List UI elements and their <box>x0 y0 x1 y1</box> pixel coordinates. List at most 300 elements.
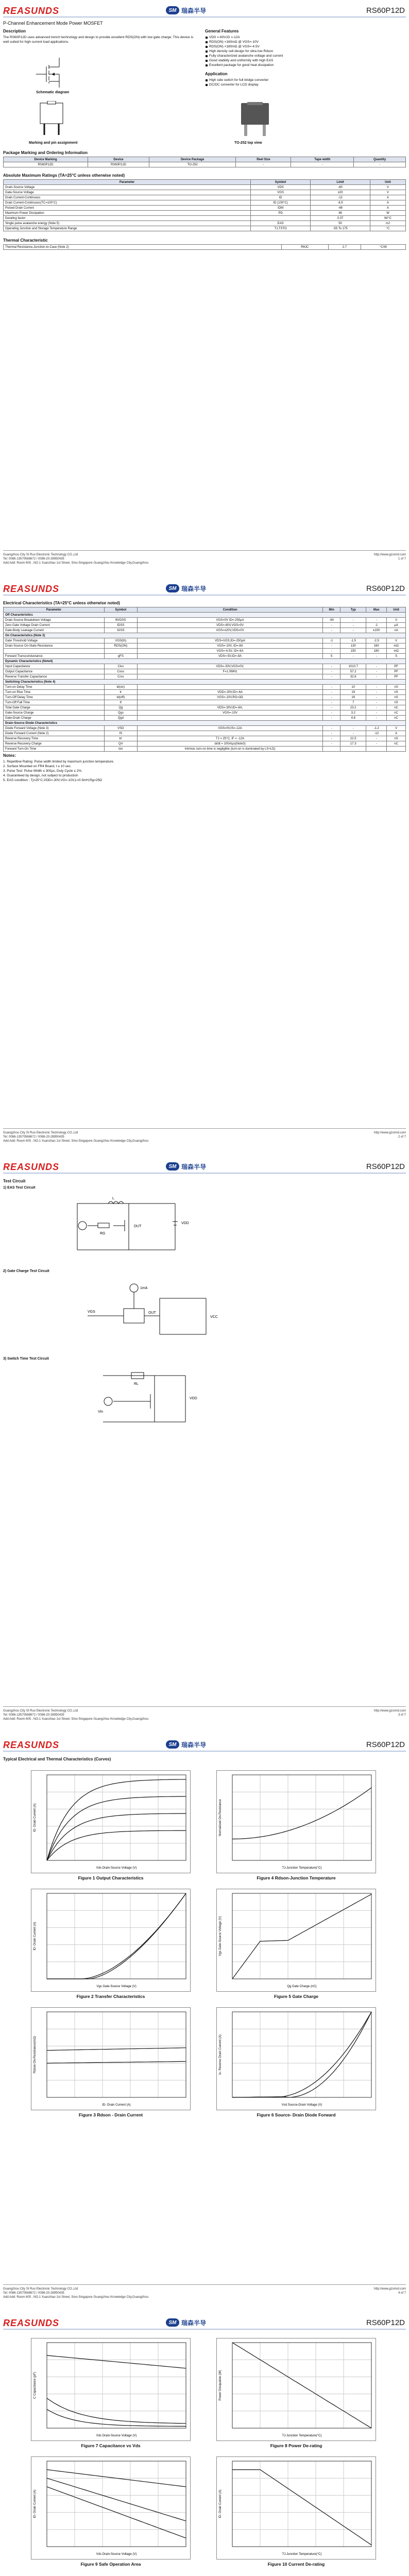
cell: VGS(th) <box>104 638 137 643</box>
cell: - <box>354 162 406 167</box>
application-item: High side switch for full bridge converter <box>205 78 401 82</box>
cell: PF <box>387 674 406 680</box>
cell: Forward Transconductance <box>4 654 105 659</box>
figure-6 <box>216 2007 376 2110</box>
page-num: 2 of 7 <box>398 1136 406 1139</box>
cell: nS <box>387 690 406 695</box>
cell: - <box>366 705 387 710</box>
mark-badge: SM <box>166 1162 179 1171</box>
curve <box>47 1831 186 1860</box>
y-axis-label: ID- Drain Current (A) <box>33 1922 37 1951</box>
table-row <box>4 716 406 721</box>
table-row <box>4 185 406 190</box>
footer-tel: Tel: 0086-13570568672 / 0086-20-28950435 <box>3 2292 64 2295</box>
cell: VSD <box>104 726 137 731</box>
cell: ton <box>104 747 137 752</box>
figure-3-caption: Figure 3 Rdson - Drain Current <box>78 2112 143 2117</box>
note: 4. Guaranteed by design, not subject to production <box>3 774 78 777</box>
footer-company: Guangzhou City SI Ruo Electronic Technology CO.,Ltd <box>3 2287 78 2291</box>
cell: - <box>236 162 291 167</box>
figure-8-caption: Figure 8 Power De-rating <box>270 2443 322 2448</box>
cell: - <box>323 700 340 705</box>
plot-frame <box>47 2012 186 2097</box>
figure-2-plot <box>31 1889 191 1992</box>
cell: 19 <box>340 690 366 695</box>
cell: 32.6 <box>340 674 366 680</box>
table-row <box>4 200 406 206</box>
cell: mΩ <box>387 643 406 649</box>
page-3 <box>0 1156 409 1734</box>
cell: Reverse Transfer Capacitance <box>4 674 105 680</box>
figure-9 <box>31 2456 191 2560</box>
cell: - <box>340 654 366 659</box>
package-image <box>237 102 273 137</box>
footer-address: Add:Add: Room 605 , NO.1 Xuanzhao 1st Street, Sino-Singapore Guangzhou Knowledge City,Guangzhou <box>3 1718 149 1721</box>
table-row <box>4 206 406 211</box>
cell: 1010.7 <box>340 664 366 669</box>
cell: V <box>387 618 406 623</box>
cell: - <box>323 716 340 721</box>
figure-6-plot <box>217 2008 377 2111</box>
y-axis-label: Is- Reverse Drain Current (A) <box>219 2034 222 2075</box>
cell: 46 <box>311 211 370 216</box>
figure-2-caption: Figure 2 Transfer Characteristics <box>76 1994 145 1999</box>
cell: di/dt = 100A/μs(Note3) <box>137 741 322 747</box>
cell: 150 <box>340 649 366 654</box>
cell: A <box>370 195 405 200</box>
out-label: OUT <box>148 1311 156 1315</box>
x-axis-label: TJ-Junction Temperature(°C) <box>282 2553 322 2556</box>
cell: Intrinsic turn-on time is negligible (turn-on is dominated by LS+LD) <box>137 747 322 752</box>
cell: Turn-Off Fall Time <box>4 700 105 705</box>
col-head: Symbol <box>251 180 311 185</box>
cell: Drain-Source Breakdown Voltage <box>4 618 105 623</box>
cell: W <box>370 211 405 216</box>
figure-9-caption: Figure 9 Safe Operation Area <box>80 2562 141 2567</box>
subtitle: P-Channel Enhancement Mode Power MOSFET <box>3 21 103 26</box>
x-axis-label: Vds Drain-Source Voltage (V) <box>96 1867 137 1870</box>
brand-logo: REASUNDS <box>3 1740 60 1750</box>
cell: 180 <box>366 649 387 654</box>
features-list <box>205 35 401 67</box>
page-header <box>3 1160 406 1174</box>
brand-logo: REASUNDS <box>3 584 60 594</box>
vdd-label: VDD <box>190 1397 197 1400</box>
page-header <box>3 2316 406 2330</box>
application-item: DC/DC converter for LCD display <box>205 82 401 87</box>
col-head: Max <box>366 607 387 613</box>
brand-logo: REASUNDS <box>3 1162 60 1172</box>
cell: IS <box>104 731 137 736</box>
cell: Single pulse avalanche energy (Note 5) <box>4 221 251 226</box>
cell: Input Capacitance <box>4 664 105 669</box>
ordering-table <box>3 157 406 167</box>
col-head: Unit <box>387 607 406 613</box>
table-row <box>4 190 406 195</box>
figure-8-plot <box>217 2338 377 2442</box>
eas-circuit-title: 1) EAS Test Circuit <box>3 1186 36 1190</box>
cell: nA <box>387 628 406 633</box>
table-row <box>4 638 406 643</box>
table-row <box>4 649 406 654</box>
cell: 3.2 <box>340 710 366 716</box>
cell: nC <box>387 710 406 716</box>
cell: - <box>366 685 387 690</box>
cell: 57.2 <box>340 669 366 674</box>
cell: - <box>366 654 387 659</box>
section-label: Off Characteristics <box>4 613 406 618</box>
footer <box>3 2284 406 2305</box>
cell: V <box>387 638 406 643</box>
cell: - <box>366 674 387 680</box>
cell: Drain-Source On-State Resistance <box>4 643 105 649</box>
cell: Qgd <box>104 716 137 721</box>
page-header <box>3 582 406 596</box>
cell: - <box>323 623 340 628</box>
cell: Qgs <box>104 710 137 716</box>
cell: nS <box>387 695 406 700</box>
cell: S <box>387 654 406 659</box>
cell: 2.7 <box>328 245 361 250</box>
part-number: RS60P12D <box>366 2318 405 2327</box>
cell: Crss <box>104 674 137 680</box>
footer-company: Guangzhou City SI Ruo Electronic Technology CO.,Ltd <box>3 553 78 556</box>
ec-heading: Electrical Characteristics (TA=25°C unless otherwise noted) <box>3 601 120 605</box>
cell: - <box>323 685 340 690</box>
cell: ID <box>251 195 311 200</box>
note: 3. Pulse Test: Pulse Width ≤ 300μs, Duty Cycle ≤ 2%. <box>3 769 82 773</box>
cell: VDS=VGS,ID=-250μA <box>137 638 322 643</box>
figure-8 <box>216 2338 376 2441</box>
cell: VGS <box>251 190 311 195</box>
brand-mark <box>166 1739 206 1750</box>
curve <box>232 2343 371 2428</box>
figure-10-plot <box>217 2457 377 2560</box>
col-head: Typ <box>340 607 366 613</box>
part-number: RS60P12D <box>366 1162 405 1171</box>
cell: Turn-on Rise Time <box>4 690 105 695</box>
cell: IGSS <box>104 628 137 633</box>
table-row <box>4 710 406 716</box>
cell: nC <box>387 705 406 710</box>
mark-badge: SM <box>166 2318 179 2327</box>
x-axis-label: TJ-Junction Temperature(°C) <box>282 1867 322 1870</box>
mark-badge: SM <box>166 584 179 592</box>
cell: Coss <box>104 669 137 674</box>
cell: -8.5 <box>311 200 370 206</box>
footer-address: Add:Add: Room 605 , NO.1 Xuanzhao 1st Street, Sino-Singapore Guangzhou Knowledge City,Guangzhou <box>3 562 149 565</box>
footer-company: Guangzhou City SI Ruo Electronic Technology CO.,Ltd <box>3 1709 78 1713</box>
cell: - <box>323 669 340 674</box>
table-row <box>4 731 406 736</box>
cell: - <box>291 162 354 167</box>
cell: Derating factor <box>4 216 251 221</box>
cell: td(off) <box>104 695 137 700</box>
page-5 <box>0 2312 409 2576</box>
cell: VDS=-30V,ID=-8A, <box>137 705 322 710</box>
mark-badge: SM <box>166 6 179 14</box>
cell: gFS <box>104 654 137 659</box>
part-number: RS60P12D <box>366 1740 405 1749</box>
notes-heading: Notes: <box>3 753 16 758</box>
cell: -12 <box>311 195 370 200</box>
table-row <box>4 195 406 200</box>
figure-5-caption: Figure 5 Gate Charge <box>274 1994 318 1999</box>
dut-label: DUT <box>134 1225 142 1228</box>
cell: 10 <box>340 685 366 690</box>
col-head: Limit <box>311 180 370 185</box>
cell: Maximum Power Dissipation <box>4 211 251 216</box>
curve <box>47 1893 186 1979</box>
footer-address: Add:Add: Room 605 , NO.1 Xuanzhao 1st Street, Sino-Singapore Guangzhou Knowledge City,Guangzhou <box>3 2296 149 2299</box>
cell: -55 To 175 <box>311 226 370 231</box>
curve <box>47 2478 186 2521</box>
col-head: Reel Size <box>236 157 291 162</box>
y-axis-label: ID- Drain Current (A) <box>33 1803 37 1832</box>
cell: Drain Current-Continuous(TC=100°C) <box>4 200 251 206</box>
cell: - <box>366 695 387 700</box>
y-axis-label: Normalized On-Resistance <box>219 1799 222 1836</box>
curve <box>47 2048 186 2050</box>
inductor-label: L <box>112 1197 114 1200</box>
cell: 4.6 <box>340 716 366 721</box>
page-header <box>3 1738 406 1752</box>
cell: A <box>370 200 405 206</box>
brand-cn: 瑞森半导 <box>181 2319 207 2327</box>
part-number: RS60P12D <box>366 584 405 593</box>
plot-frame <box>232 2012 371 2097</box>
cell: -1.5 <box>340 638 366 643</box>
part-number: RS60P12D <box>366 6 405 15</box>
col-head: Min <box>323 607 340 613</box>
cell <box>137 685 322 690</box>
brand-cn: 瑞森半导 <box>181 7 207 14</box>
col-head: Symbol <box>104 607 137 613</box>
cell <box>137 674 322 680</box>
cell: Diode Forward Current (Note 2) <box>4 731 105 736</box>
figure-3-plot <box>31 2008 191 2111</box>
ordering-heading: Package Marking and Ordering Information <box>3 150 88 155</box>
cell: BVDSS <box>104 618 137 623</box>
table-row <box>4 741 406 747</box>
cell: A <box>370 206 405 211</box>
schematic-caption: Schematic diagram <box>36 91 70 94</box>
cell <box>323 747 340 752</box>
description: The RS60P12D uses advanced trench technology and design to provide excellent RDS(ON) with low gate charge. This device is well suited for high current load applications. <box>3 36 194 44</box>
footer-web: http://www.gzsmrd.com <box>373 1709 406 1713</box>
cell: tr <box>104 690 137 695</box>
figure-9-plot <box>31 2457 191 2560</box>
cell: VDS=-30V,VGS=0V, <box>137 664 322 669</box>
x-axis-label: Vds Drain-Source Voltage (V) <box>96 2553 137 2556</box>
cell: V <box>387 726 406 731</box>
cell: VDS=-5V,ID=-8A <box>137 654 322 659</box>
table-row <box>4 623 406 628</box>
table-row <box>4 700 406 705</box>
footer-company: Guangzhou City SI Ruo Electronic Technology CO.,Ltd <box>3 1131 78 1134</box>
plot-frame <box>232 2461 371 2547</box>
cell <box>137 700 322 705</box>
footer <box>3 1706 406 1727</box>
figure-1-plot <box>31 1771 191 1874</box>
electrical-table <box>3 607 406 752</box>
footer-tel: Tel: 0086-13570568672 / 0086-20-28950435 <box>3 1714 64 1717</box>
cell: 0.37 <box>311 216 370 221</box>
cell: - <box>323 643 340 649</box>
cell: - <box>340 726 366 731</box>
x-axis-label: Qg Gate Charge (nC) <box>287 1985 317 1988</box>
note: 1. Repetitive Rating: Pulse width limited by maximum junction temperature. <box>3 760 114 764</box>
feature-item: High density cell design for ultra low Rdson <box>205 49 401 54</box>
gate-charge-title: 2) Gate Charge Test Circuit <box>3 1269 49 1273</box>
cell: -12 <box>366 731 387 736</box>
cell: TJ,TSTG <box>251 226 311 231</box>
cell: Clss <box>104 664 137 669</box>
cell: nC <box>387 741 406 747</box>
brand-mark <box>166 2317 206 2328</box>
cell: - <box>323 674 340 680</box>
plot-frame <box>232 1893 371 1979</box>
cell: -60 <box>323 618 340 623</box>
cell: 50 <box>311 221 370 226</box>
table-row <box>4 180 406 185</box>
test-circuit-heading: Test Circuit <box>3 1179 26 1183</box>
curve <box>47 1814 186 1860</box>
cell: - <box>366 710 387 716</box>
footer-tel: Tel: 0086-13570568672 / 0086-20-28950435 <box>3 1136 64 1139</box>
cell: - <box>366 618 387 623</box>
table-row <box>4 690 406 695</box>
cell: V <box>370 190 405 195</box>
cell: - <box>366 736 387 741</box>
gate-charge-circuit <box>77 1278 232 1350</box>
brand-cn: 瑞森半导 <box>181 1163 207 1171</box>
cell: VGS=-10V <box>137 710 322 716</box>
cell: Output Capacitance <box>4 669 105 674</box>
figure-6-caption: Figure 6 Source- Drain Diode Forward <box>257 2112 336 2117</box>
brand-logo: REASUNDS <box>3 2318 60 2328</box>
cell: Gate-Drain Charge <box>4 716 105 721</box>
cell: F=1.0MHz <box>137 669 322 674</box>
cell: Qg <box>104 705 137 710</box>
cell: Drain-Source Voltage <box>4 185 251 190</box>
cell: RS60P12D <box>88 162 149 167</box>
cell: Diode Forward Voltage (Note 3) <box>4 726 105 731</box>
cell: W/°C <box>370 216 405 221</box>
curve <box>232 1894 371 1979</box>
figure-1-caption: Figure 1 Output Characteristics <box>78 1875 144 1880</box>
cell: RS60P12D <box>4 162 88 167</box>
table-row <box>4 685 406 690</box>
cell: - <box>323 695 340 700</box>
cell: EAS <box>251 221 311 226</box>
footer-web: http://www.gzsmrd.com <box>373 553 406 556</box>
cell: VGS=-10V, ID=-8A <box>137 643 322 649</box>
table-row <box>4 226 406 231</box>
cell: - <box>323 741 340 747</box>
cell: - <box>323 710 340 716</box>
cell: V <box>370 185 405 190</box>
section-row <box>4 633 406 638</box>
page-num: 1 of 7 <box>398 557 406 561</box>
vgs-label: VGS <box>88 1310 95 1314</box>
cell: 160 <box>366 643 387 649</box>
rl-label: RL <box>134 1382 139 1386</box>
table-row <box>4 664 406 669</box>
table-row <box>4 654 406 659</box>
x-axis-label: ID- Drain Current (A) <box>102 2104 131 2107</box>
footer <box>3 550 406 571</box>
cell: °C <box>370 226 405 231</box>
page-1 <box>0 0 409 578</box>
plot-frame <box>47 2343 186 2428</box>
note: 2. Surface Mounted on FR4 Board, t ≤ 10 sec. <box>3 765 72 768</box>
cell: 5 <box>323 654 340 659</box>
footer <box>3 1128 406 1149</box>
curve <box>232 1788 371 1839</box>
cell: Zero Gate Voltage Drain Current <box>4 623 105 628</box>
vdd-label: VDD <box>181 1222 189 1225</box>
cell: tf <box>104 700 137 705</box>
x-axis-label: TJ-Junction Temperature(°C) <box>282 2434 322 2437</box>
cell: A <box>387 731 406 736</box>
cell: nS <box>387 685 406 690</box>
cell: IDSS <box>104 623 137 628</box>
cell: 7 <box>340 700 366 705</box>
curve <box>232 2470 371 2545</box>
section-label: Drain-Source Diode Characteristics <box>4 721 406 726</box>
figure-10 <box>216 2456 376 2560</box>
cell: -48 <box>311 206 370 211</box>
feature-item: VDS =-60V,ID =-12A <box>205 35 401 40</box>
section-label: On Characteristics (Note 3) <box>4 633 406 638</box>
cell: PF <box>387 664 406 669</box>
page-num: 4 of 7 <box>398 2292 406 2295</box>
figure-7-caption: Figure 7 Capacitance vs Vds <box>81 2443 141 2448</box>
table-row <box>4 674 406 680</box>
feature-item: Fully characterized avalanche voltage and current <box>205 54 401 58</box>
table-row <box>4 211 406 216</box>
col-head: Device Package <box>149 157 235 162</box>
cell: VGS=0V ID=-250μA <box>137 618 322 623</box>
table-row <box>4 216 406 221</box>
plot-frame <box>47 2461 186 2547</box>
curve <box>47 2355 186 2368</box>
cell: - <box>323 726 340 731</box>
cell: 16 <box>340 695 366 700</box>
cell <box>137 731 322 736</box>
gate-resistor-label: RG <box>100 1232 106 1235</box>
cell: trr <box>104 736 137 741</box>
figure-10-caption: Figure 10 Current De-rating <box>267 2562 325 2567</box>
cell: - <box>323 664 340 669</box>
feature-item: Excellent package for good heat dissipation <box>205 63 401 67</box>
cell: Gate-Source Charge <box>4 710 105 716</box>
switch-time-title: 3) Switch Time Test Circuit <box>3 1357 49 1361</box>
section-label: Switching Characteristics (Note 4) <box>4 680 406 685</box>
table-row <box>4 669 406 674</box>
table-row <box>4 643 406 649</box>
cell: - <box>366 669 387 674</box>
table-row <box>4 736 406 741</box>
cell <box>251 216 311 221</box>
brand-mark <box>166 5 206 15</box>
cell: Forward Turn-On Time <box>4 747 105 752</box>
cell: mΩ <box>387 649 406 654</box>
cell: - <box>366 741 387 747</box>
section-row <box>4 721 406 726</box>
cell: μA <box>387 623 406 628</box>
